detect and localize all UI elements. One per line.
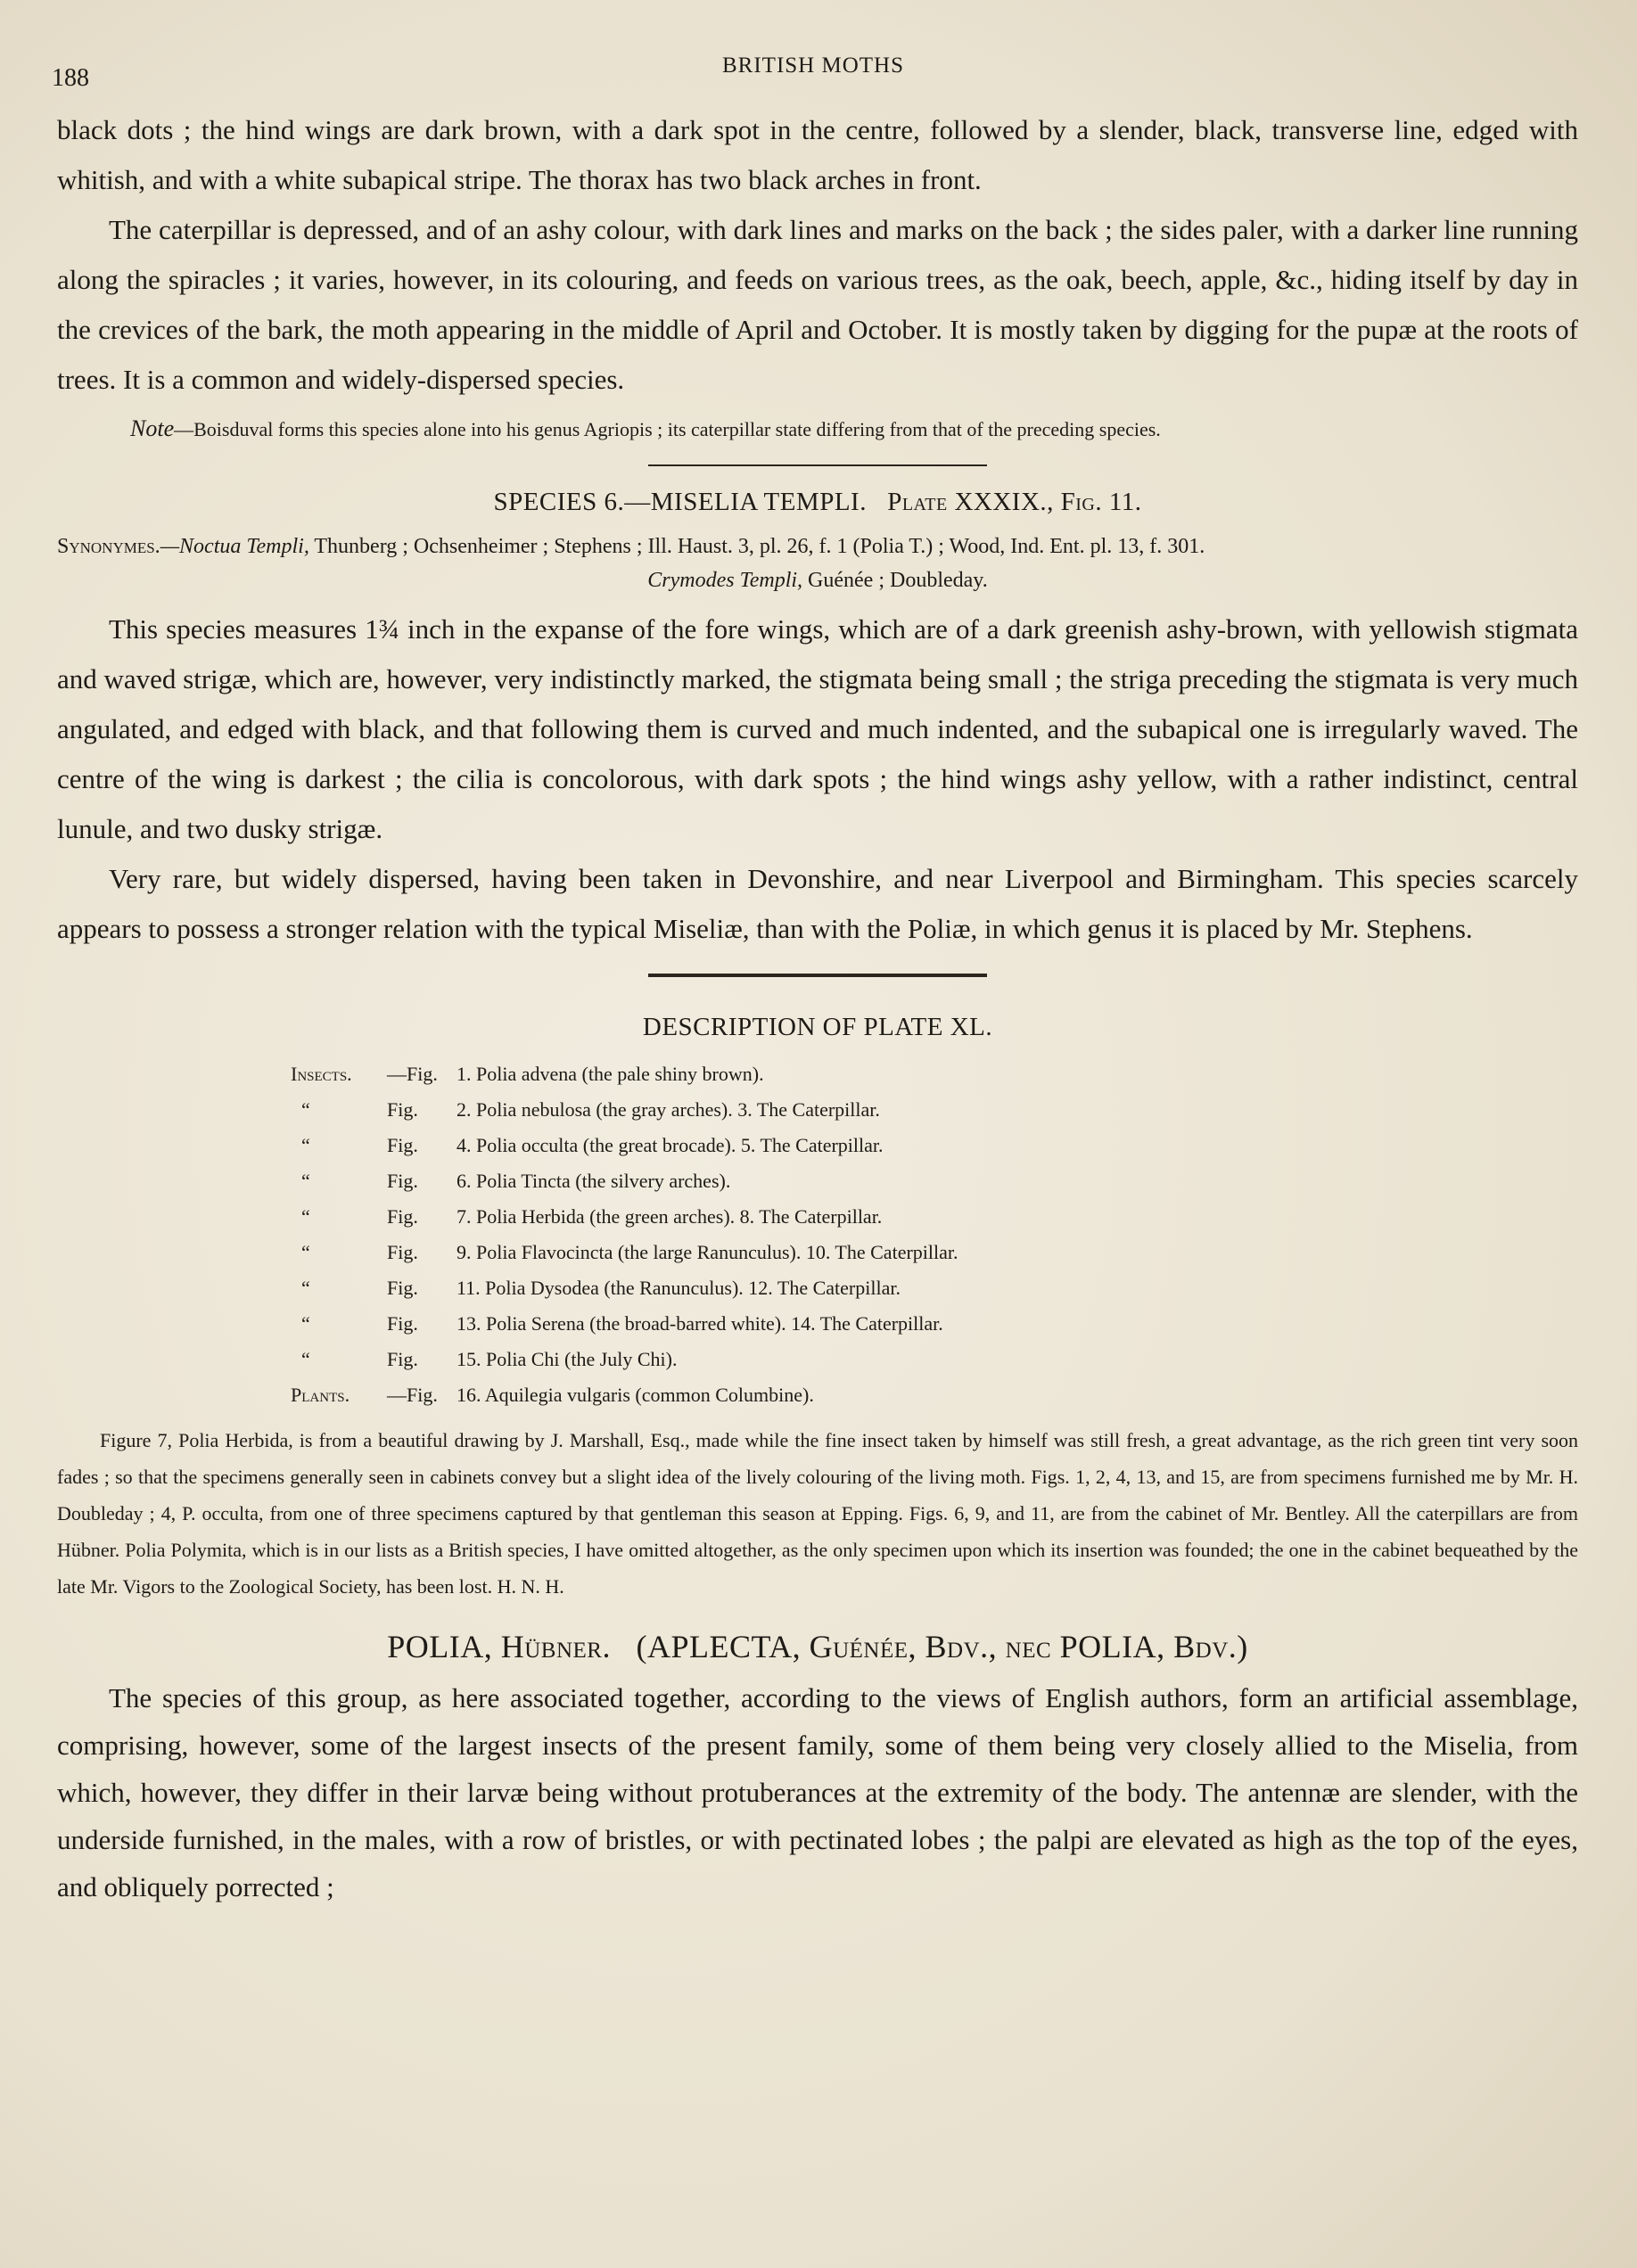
synonymes-line-2: [57, 563, 1578, 597]
note-text: —Boisduval forms this species alone into his genus Agriopis ; its caterpillar state differing from that of the preceding species.: [174, 418, 1161, 440]
plate-row: Plants. —Fig. 16. Aquilegia vulgaris (common Columbine).: [291, 1384, 814, 1406]
plate-row: “ Fig. 7. Polia Herbida (the green arches). 8. The Caterpillar.: [301, 1205, 883, 1228]
note-paragraph: [57, 414, 1578, 445]
plate-row: “ Fig. 2. Polia nebulosa (the gray arches). 3. The Caterpillar.: [301, 1098, 880, 1121]
plate-row: “ Fig. 11. Polia Dysodea (the Ranunculus). 12. The Caterpillar.: [301, 1277, 901, 1299]
species-distribution: Very rare, but widely dispersed, having been taken in Devonshire, and near Liverpool and Birmingham. This species scarcely appears to possess a stronger relation with the typical Miseliæ, than with the Poliæ, in which genus it is placed by Mr. Stephens.: [57, 863, 1578, 944]
page-header: [52, 46, 1575, 100]
plate-row: “ Fig. 9. Polia Flavocincta (the large Ranunculus). 10. The Caterpillar.: [301, 1241, 958, 1263]
plate-row: “ Fig. 4. Polia occulta (the great brocade). 5. The Caterpillar.: [301, 1134, 884, 1156]
genus-description: The species of this group, as here associated together, according to the views of English authors, form an artificial assemblage, comprising, however, some of the largest insects of the present family, some of them being very closely allied to the Miselia, from which, however, they differ in their larvæ being without protuberances at the extremity of the body. The antennæ are slender, with the underside furnished, in the males, with a row of bristles, or with pectinated lobes ; the palpi are elevated as high as the top of the eyes, and obliquely porrected ;: [57, 1682, 1578, 1902]
species-title: SPECIES 6.—MISELIA TEMPLI.: [493, 488, 867, 516]
page-content: [57, 105, 1578, 1911]
plate-row: Insects. —Fig. 1. Polia advena (the pale shiny brown).: [291, 1063, 764, 1085]
synonymes: [57, 530, 1578, 563]
running-title: BRITISH MOTHS: [722, 53, 904, 78]
plate-reference: Plate XXXIX., Fig. 11.: [887, 488, 1142, 516]
page-number: 188: [52, 64, 89, 92]
plate-remarks: Figure 7, Polia Herbida, is from a beautiful drawing by J. Marshall, Esq., made while the fine insect taken by himself was still fresh, a great advantage, as the rich green tint very soon fades ; so that the specimens generally seen in cabinets convey but a slight idea of the lively colouring of the living moth. Figs. 1, 2, 4, 13, and 15, are from specimens furnished me by Mr. H. Doubleday ; 4, P. occulta, from one of three specimens captured by that gentleman this season at Epping. Figs. 6, 9, and 11, are from the cabinet of Mr. Bentley. All the caterpillars are from Hübner. Polia Polymita, which is in our lists as a British species, I have omitted altogether, as the only specimen upon which its insertion was founded; the one in the cabinet bequeathed by the late Mr. Vigors to the Zoological Society, has been lost. H. N. H.: [57, 1429, 1578, 1598]
paragraph-hind-wings: black dots ; the hind wings are dark brown, with a dark spot in the centre, followed by a slender, black, transverse line, edged with whitish, and with a white subapical stripe. The thorax has two black arches in front.: [57, 114, 1578, 195]
synonym-refs: Thunberg ; Ochsenheimer ; Stephens ; Ill. Haust. 3, pl. 26, f. 1 (Polia T.) ; Wood, Ind. Ent. pl. 13, f. 301.: [308, 535, 1205, 558]
synonym-name: —Noctua Templi,: [160, 535, 309, 558]
plate-row: “ Fig. 6. Polia Tincta (the silvery arches).: [301, 1170, 731, 1192]
species-heading: [57, 488, 1578, 517]
paragraph-caterpillar: The caterpillar is depressed, and of an ashy colour, with dark lines and marks on the back ; the sides paler, with a darker line running along the spiracles ; it varies, however, in its colouring, and feeds on various trees, as the oak, beech, apple, &c., hiding itself by day in the crevices of the bark, the moth appearing in the middle of April and October. It is mostly taken by digging for the pupæ at the roots of trees. It is a common and widely-dispersed species.: [57, 214, 1578, 395]
genus-heading: POLIA, Hübner. (APLECTA, Guénée, Bdv., nec POLIA, Bdv.): [387, 1629, 1248, 1664]
synonym-refs-2: Guénée ; Doubleday.: [802, 569, 988, 592]
section-divider: [648, 464, 987, 466]
synonymes-label: Synonymes.: [57, 535, 160, 558]
synonym-name-2: Crymodes Templi,: [647, 569, 803, 592]
plate-row: “ Fig. 13. Polia Serena (the broad-barred white). 14. The Caterpillar.: [301, 1312, 943, 1335]
plate-figure-list: [291, 1056, 1578, 1413]
section-divider-thick: [648, 974, 987, 977]
note-label: Note: [130, 415, 175, 441]
plate-row: “ Fig. 15. Polia Chi (the July Chi).: [301, 1348, 678, 1370]
species-description: This species measures 1¾ inch in the expanse of the fore wings, which are of a dark greenish ashy-brown, with yellowish stigmata and waved strigæ, which are, however, very indistinctly marked, the stigmata being small ; the striga preceding the stigmata is very much angulated, and edged with black, and that following them is curved and much indented, and the subapical one is irregularly waved. The centre of the wing is darkest ; the cilia is concolorous, with dark spots ; the hind wings ashy yellow, with a rather indistinct, central lunule, and two dusky strigæ.: [57, 613, 1578, 844]
plate-description-heading: DESCRIPTION OF PLATE XL.: [642, 1013, 993, 1041]
